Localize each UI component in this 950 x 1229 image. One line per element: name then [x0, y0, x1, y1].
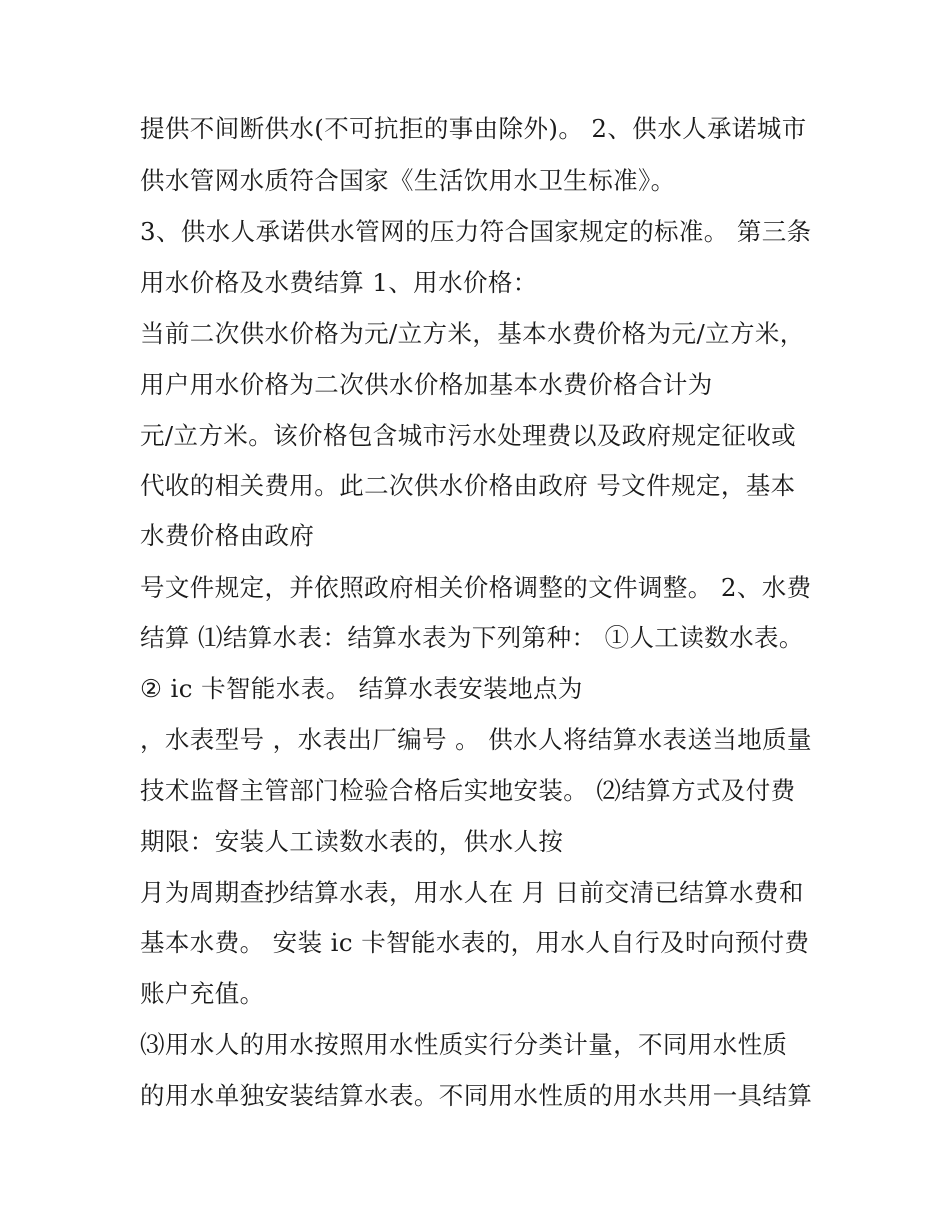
text-line: 技术监督主管部门检验合格后实地安装。 ⑵结算方式及付费: [140, 776, 796, 805]
text-line: 结算 ⑴结算水表：结算水表为下列第种： ①人工读数水表。: [140, 623, 804, 652]
text-line: 3、供水人承诺供水管网的压力符合国家规定的标准。 第三条: [140, 217, 812, 246]
text-line: 月为周期查抄结算水表，用水人在 月 日前交清已结算水费和: [140, 878, 804, 907]
text-line: 元/立方米。该价格包含城市污水处理费以及政府规定征收或: [140, 421, 797, 450]
text-line: 当前二次供水价格为元/立方米，基本水费价格为元/立方米，: [140, 319, 805, 348]
text-line: 账户充值。: [140, 979, 265, 1008]
text-line: 代收的相关费用。此二次供水价格由政府 号文件规定，基本: [140, 471, 796, 500]
text-line: 提供不间断供水(不可抗拒的事由除外)。 2、供水人承诺城市: [140, 114, 807, 143]
text-line: 的用水单独安装结算水表。不同用水性质的用水共用一具结算: [140, 1081, 813, 1110]
text-line: 水费价格由政府: [140, 521, 315, 550]
text-line: 基本水费。 安装 ic 卡智能水表的，用水人自行及时向预付费: [140, 928, 810, 957]
text-line: 用户用水价格为二次供水价格加基本水费价格合计为: [140, 370, 713, 399]
text-line: 号文件规定，并依照政府相关价格调整的文件调整。 2、水费: [140, 573, 812, 602]
text-line: ⑶用水人的用水按照用水性质实行分类计量，不同用水性质: [140, 1030, 788, 1059]
text-line: ，水表型号 ，水表出厂编号 。 供水人将结算水表送当地质量: [140, 725, 812, 754]
text-line: 期限：安装人工读数水表的，供水人按: [140, 827, 564, 856]
text-line: ② ic 卡智能水表。 结算水表安装地点为: [140, 674, 583, 703]
text-line: 用水价格及水费结算 1、用水价格：: [140, 268, 538, 297]
text-line: 供水管网水质符合国家《生活饮用水卫生标准》。: [140, 166, 676, 195]
